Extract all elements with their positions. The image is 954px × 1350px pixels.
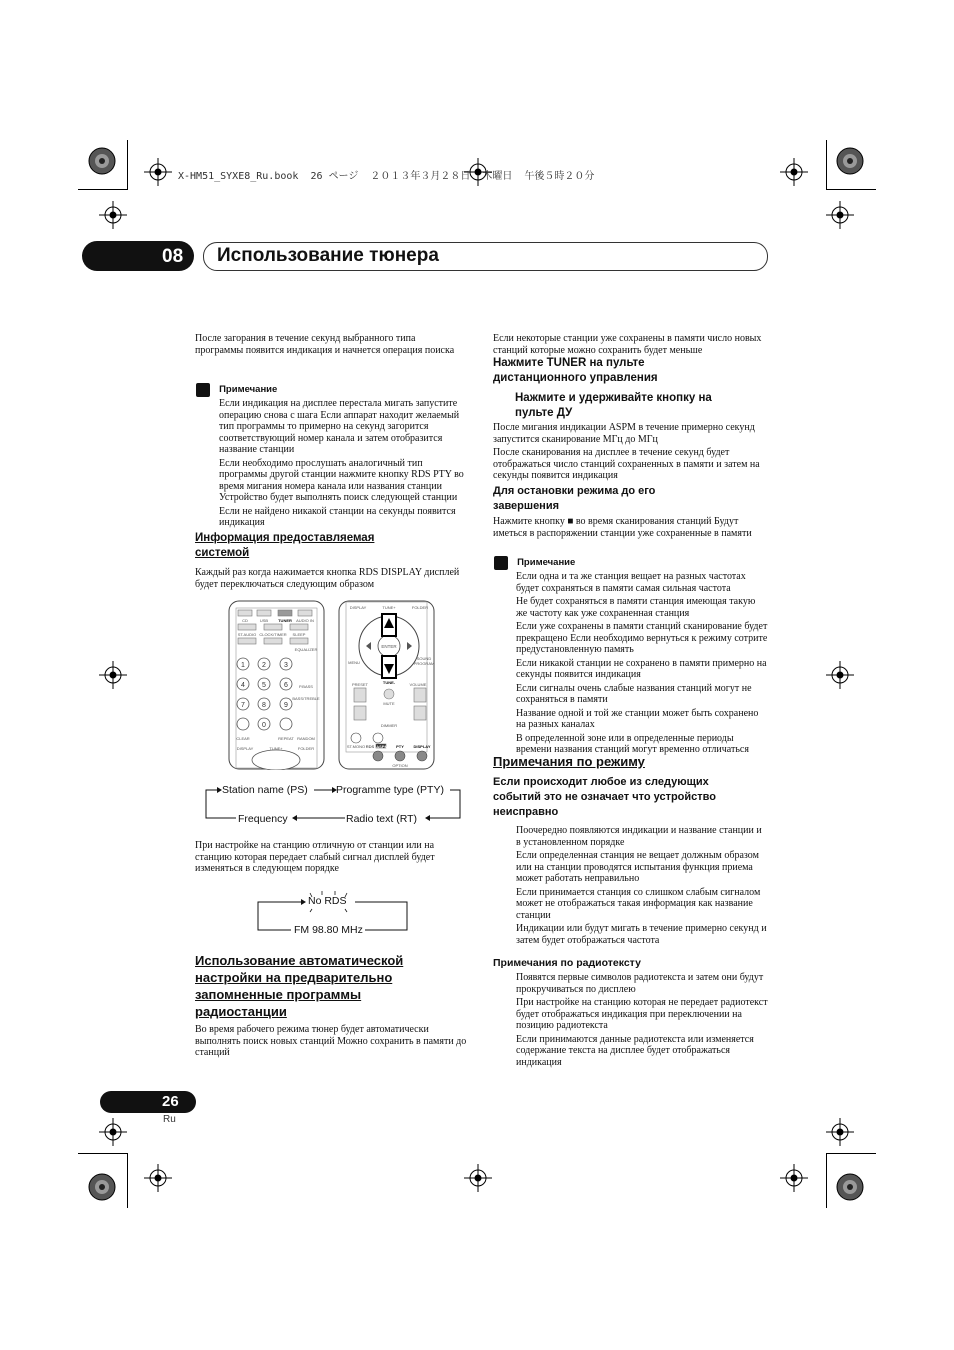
- note-item: Не будет сохраняться в памяти станция имеющая такую же частоту как уже сохраненная станция: [516, 596, 756, 619]
- svg-text:REPEAT: REPEAT: [278, 736, 294, 741]
- list-item: Если принимается станция со слишком слабым сигналом может не отображаться такая информация как название станции: [516, 886, 761, 921]
- svg-text:0: 0: [262, 722, 266, 729]
- note-icon: [494, 556, 508, 570]
- svg-text:VOLUME: VOLUME: [409, 682, 427, 687]
- stop-title: Для остановки режима до его завершения: [493, 485, 656, 512]
- svg-text:DISPLAY: DISPLAY: [349, 605, 367, 610]
- list-item: При настройке на станцию которая не передает радиотекст будет отображаться индикация при переключении на позицию радиотекста: [516, 997, 768, 1031]
- mode-notes-list: [516, 825, 768, 948]
- flow-station-name: Station name (PS): [222, 784, 308, 796]
- svg-text:BASS/TREBLE: BASS/TREBLE: [292, 696, 320, 701]
- section-rds-text: Каждый раз когда нажимается кнопка RDS DISPLAY дисплей будет переключаться следующим образом: [195, 567, 460, 590]
- svg-text:3: 3: [284, 662, 288, 669]
- svg-text:MENU: MENU: [348, 660, 360, 665]
- svg-text:MUTE: MUTE: [383, 701, 395, 706]
- step-1: Нажмите TUNER на пульте дистанционного управления: [493, 357, 658, 384]
- svg-text:PROGRAM: PROGRAM: [413, 661, 435, 666]
- fm-frequency-label: FM 98.80 MHz: [294, 924, 363, 936]
- section-autopreset-text: Во время рабочего режима тюнер будет автоматически выполнять поиск новых станций Можно сохранить в памяти до станций: [195, 1024, 467, 1058]
- svg-text:TUNE-: TUNE-: [382, 680, 396, 685]
- left-intro: После загорания в течение секунд выбранного типа программы появится индикация и начнется операция поиска: [195, 333, 455, 356]
- flow-programme-type: Programme type (PTY): [336, 784, 444, 796]
- right-intro: Если некоторые станции уже сохранены в памяти число новых станций которые можно сохранить будет меньше: [493, 333, 762, 356]
- tuning-text: При настройке на станцию отличную от станции или на станцию которая передает слабый сигнал дисплей будет изменяться в следующем порядке: [195, 840, 435, 874]
- right-note-list: [516, 571, 768, 758]
- note-item: Если уже сохранены в памяти станций сканирование будет прекращено Если необходимо вернуться к режиму сотрите предустановленную память: [516, 621, 768, 655]
- svg-text:USB: USB: [259, 618, 269, 623]
- stop-text: Нажмите кнопку ■ во время сканирования станций Будут иметься в распоряжении станции уже сохраненные в памяти: [493, 516, 752, 539]
- svg-text:CD: CD: [242, 618, 248, 623]
- step-2: Нажмите и удерживайте кнопку на пульте ДУ: [515, 392, 712, 419]
- flow-frequency: Frequency: [238, 813, 288, 825]
- svg-text:7: 7: [241, 702, 245, 709]
- note-item: Если одна и та же станция вещает на разных частотах будет сохраняться в памяти самая сильная частота: [516, 571, 746, 594]
- svg-text:ASPM: ASPM: [376, 744, 388, 749]
- svg-text:ENTER: ENTER: [381, 644, 397, 649]
- section-autopreset-title: Использование автоматической настройки на предварительно запомненные программы радиостанции: [195, 953, 404, 1019]
- page-number: 26: [162, 1093, 179, 1110]
- svg-text:DIMMER: DIMMER: [380, 723, 398, 728]
- radiotext-title: Примечания по радиотексту: [493, 957, 641, 969]
- svg-text:5: 5: [262, 682, 266, 689]
- svg-text:PRESET: PRESET: [351, 682, 369, 687]
- note-item: Если не найдено никакой станции на секунды появится индикация: [219, 505, 456, 528]
- list-item: Индикации или будут мигать в течение примерно секунд и затем будет отображаться частота: [516, 923, 767, 946]
- note-item: Если индикация на дисплее перестала мигать запустите операцию снова с шага Если аппарат находит желаемый тип программы то примерно на секунд загорится соответствующий номер канала и затем отобразится название станции: [219, 398, 460, 455]
- after-aspm-text: После мигания индикации ASPM в течение примерно секунд запустится сканирование МГц до МГц: [493, 422, 755, 445]
- svg-text:ST.MONO: ST.MONO: [346, 744, 366, 749]
- remote-illustration-right: [338, 600, 435, 770]
- after-scan-text: После сканирования на дисплее в течение секунд будет отображаться число станций сохраненных в памяти и затем на секунды появится индикация: [493, 447, 760, 481]
- svg-text:RANDOM: RANDOM: [297, 736, 315, 741]
- chapter-title: Использование тюнера: [217, 245, 439, 266]
- svg-text:DISPLAY: DISPLAY: [413, 744, 431, 749]
- mode-notes-subtitle: Если происходит любое из следующих событий это не означает что устройство неисправно: [493, 776, 717, 818]
- no-rds-label: No RDS: [308, 895, 347, 907]
- note-item: Если необходимо прослушать аналогичный тип программы другой станции нажмите кнопку RDS PTY во время мигания номера канала или названия станции Устройство будет выполнять поиск следующей станции: [219, 457, 464, 503]
- svg-text:SLEEP: SLEEP: [292, 632, 306, 637]
- note-item: Если никакой станции не сохранено в памяти примерно на секунды появится индикация: [516, 657, 767, 680]
- svg-text:6: 6: [284, 682, 288, 689]
- svg-text:ST.AUDIO: ST.AUDIO: [237, 632, 257, 637]
- chapter-number-badge: [82, 241, 194, 271]
- page-number-badge: [100, 1091, 196, 1113]
- svg-text:TUNE+: TUNE+: [269, 746, 283, 751]
- right-note-header: Примечание: [494, 552, 575, 571]
- note-item: Если сигналы очень слабые названия станций могут не сохраняться в памяти: [516, 682, 752, 705]
- list-item: Если принимаются данные радиотекста или изменяется содержание текста на дисплее будет отображаться индикация: [516, 1033, 754, 1068]
- svg-text:FOLDER: FOLDER: [297, 746, 315, 751]
- svg-text:CLOCK/TIMER: CLOCK/TIMER: [259, 632, 287, 637]
- remote-illustration-left: [228, 600, 325, 770]
- chapter-title-bar: [203, 242, 768, 271]
- note-item: В определенной зоне или в определенные периоды времени названия станций могут временно отличаться: [516, 732, 749, 755]
- svg-text:2: 2: [262, 662, 266, 669]
- chapter-number: 08: [162, 246, 184, 267]
- list-item: Появятся первые символов радиотекста и затем они будут прокручиваться по дисплею: [516, 972, 764, 995]
- svg-text:PTY: PTY: [396, 744, 404, 749]
- svg-text:RDS: RDS: [365, 744, 375, 749]
- radiotext-list: [516, 972, 768, 1070]
- flow-radio-text: Radio text (RT): [346, 813, 417, 825]
- svg-text:SOUND: SOUND: [416, 656, 432, 661]
- svg-text:9: 9: [284, 702, 288, 709]
- svg-text:FOLDER: FOLDER: [411, 605, 429, 610]
- note-item: Название одной и той же станции может быть сохранено на разных каналах: [516, 707, 759, 730]
- section-rds-title: Информация предоставляемая системой: [195, 532, 375, 559]
- print-header: X-HM51_SYXE8_Ru.book 26 ページ ２０１３年３月２８日 木曜日 午後５時２０分: [178, 171, 595, 182]
- svg-text:CLEAR: CLEAR: [236, 736, 250, 741]
- left-note-header: Примечание: [196, 379, 277, 398]
- svg-text:TUNER: TUNER: [278, 618, 292, 623]
- svg-text:OPTION: OPTION: [392, 763, 408, 768]
- left-note-list: [219, 398, 471, 531]
- language-code: Ru: [163, 1114, 176, 1125]
- svg-text:4: 4: [241, 682, 245, 689]
- list-item: Поочередно появляются индикации и название станции и в установленном порядке: [516, 825, 762, 848]
- list-item: Если определенная станция не вещает должным образом или на станции проводятся испытания функция приема может работать неправильно: [516, 850, 759, 884]
- svg-text:P.BASS: P.BASS: [299, 684, 313, 689]
- mode-notes-title: Примечания по режиму: [493, 754, 645, 769]
- svg-text:EQUALIZER: EQUALIZER: [294, 647, 318, 652]
- svg-text:AUDIO IN: AUDIO IN: [296, 618, 314, 623]
- note-icon: [196, 383, 210, 397]
- svg-text:TUNE+: TUNE+: [382, 605, 396, 610]
- svg-text:8: 8: [262, 702, 266, 709]
- svg-text:DISPLAY: DISPLAY: [236, 746, 254, 751]
- svg-text:1: 1: [241, 662, 245, 669]
